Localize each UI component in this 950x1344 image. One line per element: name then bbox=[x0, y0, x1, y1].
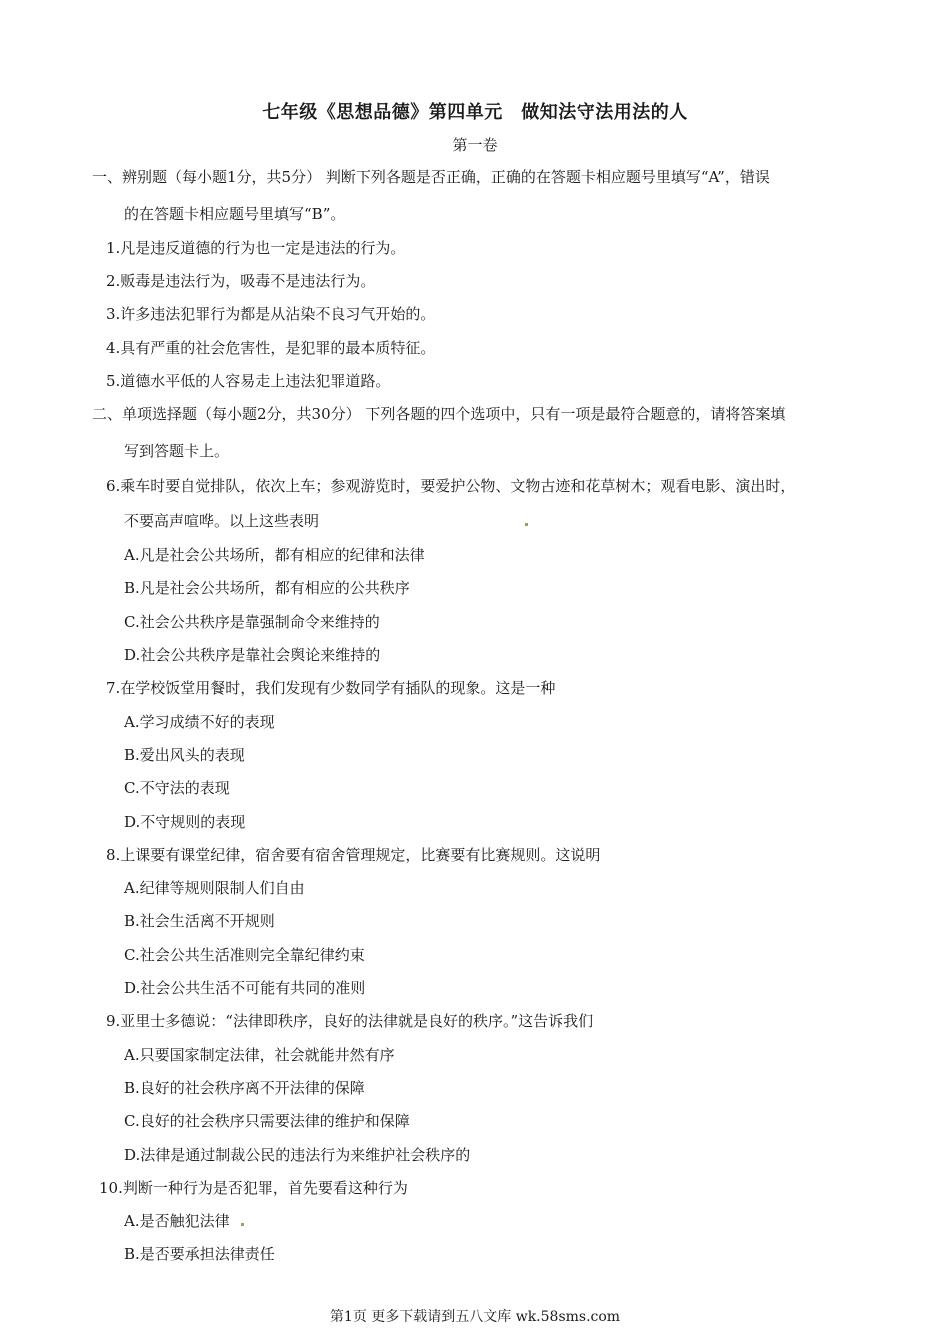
question-option: B.是否要承担法律责任 bbox=[124, 1245, 275, 1263]
page-footer: 第1页 更多下载请到五八文库 wk.58sms.com bbox=[329, 1309, 621, 1325]
judge-item: 1.凡是违反道德的行为也一定是违法的行为。 bbox=[106, 239, 406, 257]
judge-item: 3.许多违法犯罪行为都是从沾染不良习气开始的。 bbox=[106, 305, 436, 323]
section2-heading: 二、单项选择题（每小题2分，共30分） 下列各题的四个选项中，只有一项是最符合题意的，请将答案填 bbox=[92, 405, 786, 423]
question-option: A.凡是社会公共场所，都有相应的纪律和法律 bbox=[124, 546, 425, 564]
judge-item: 2.贩毒是违法行为，吸毒不是违法行为。 bbox=[106, 272, 376, 290]
question-option: C.社会公共生活准则完全靠纪律约束 bbox=[124, 946, 365, 964]
question-option: D.社会公共生活不可能有共同的准则 bbox=[124, 979, 366, 997]
section1-heading: 一、辨别题（每小题1分，共5分） 判断下列各题是否正确，正确的在答题卡相应题号里填写“A”，错误 bbox=[92, 168, 770, 186]
question-option: D.社会公共秩序是靠社会舆论来维持的 bbox=[124, 646, 381, 664]
question-option: C.不守法的表现 bbox=[124, 779, 230, 797]
question-option: D.不守规则的表现 bbox=[124, 813, 246, 831]
section2-heading-cont: 写到答题卡上。 bbox=[124, 442, 230, 460]
judge-item: 4.具有严重的社会危害性，是犯罪的最本质特征。 bbox=[106, 339, 436, 357]
question-stem-cont: 不要高声喧哗。以上这些表明 bbox=[124, 512, 320, 530]
question-option: A.学习成绩不好的表现 bbox=[124, 713, 275, 731]
question-option: A.纪律等规则限制人们自由 bbox=[124, 879, 305, 897]
judge-item: 5.道德水平低的人容易走上违法犯罪道路。 bbox=[106, 372, 391, 390]
question-option: A.只要国家制定法律，社会就能井然有序 bbox=[124, 1046, 395, 1064]
question-stem: 6.乘车时要自觉排队，依次上车；参观游览时，要爱护公物、文物古迹和花草树木；观看电影、演出时， bbox=[106, 477, 796, 495]
question-option: C.社会公共秩序是靠强制命令来维持的 bbox=[124, 613, 380, 631]
question-option: A.是否触犯法律 bbox=[124, 1212, 230, 1230]
page-subtitle: 第一卷 bbox=[452, 136, 498, 154]
section1-heading-cont: 的在答题卡相应题号里填写“B”。 bbox=[124, 205, 346, 223]
question-option: B.社会生活离不开规则 bbox=[124, 912, 275, 930]
question-stem: 9.亚里士多德说：“法律即秩序，良好的法律就是良好的秩序。”这告诉我们 bbox=[106, 1012, 594, 1030]
question-option: B.爱出风头的表现 bbox=[124, 746, 245, 764]
question-option: D.法律是通过制裁公民的违法行为来维护社会秩序的 bbox=[124, 1146, 471, 1164]
scan-mark bbox=[241, 1223, 244, 1226]
question-stem: 10.判断一种行为是否犯罪，首先要看这种行为 bbox=[99, 1179, 408, 1197]
question-option: B.良好的社会秩序离不开法律的保障 bbox=[124, 1079, 365, 1097]
scan-mark bbox=[525, 523, 528, 526]
question-stem: 7.在学校饭堂用餐时，我们发现有少数同学有插队的现象。这是一种 bbox=[106, 679, 556, 697]
question-option: B.凡是社会公共场所，都有相应的公共秩序 bbox=[124, 579, 410, 597]
question-option: C.良好的社会秩序只需要法律的维护和保障 bbox=[124, 1112, 410, 1130]
question-stem: 8.上课要有课堂纪律，宿舍要有宿舍管理规定，比赛要有比赛规则。这说明 bbox=[106, 846, 601, 864]
page-title: 七年级《思想品德》第四单元 做知法守法用法的人 bbox=[262, 102, 688, 123]
